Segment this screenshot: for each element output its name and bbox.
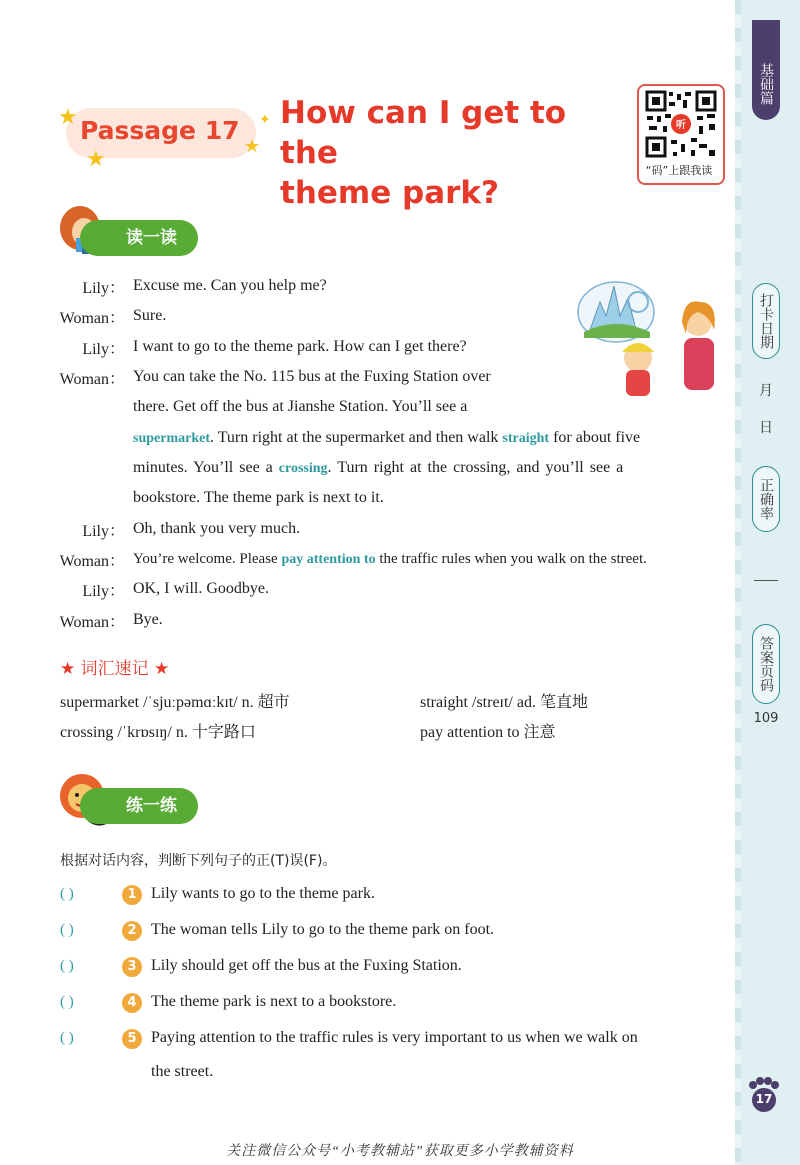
question-text: Paying attention to the traffic rules is very important to us when we walk on [151,1029,638,1046]
page-number-badge [746,1076,782,1112]
star-icon: ★ [86,146,106,171]
line-text: the traffic rules when you walk on the street. [375,551,647,567]
vocab-item: straight /streɪt/ ad. 笔直地 [420,694,588,711]
dialogue-line [133,427,640,450]
exercise-instruction: 根据对话内容，判断下列句子的正(T)误(F)。 [60,853,337,869]
section-banner-practice [80,788,198,824]
dialogue-line: OK, I will. Goodbye. [133,580,269,597]
month-label: 月 [759,383,773,399]
footer-note: 关注微信公众号“小考教辅站”获取更多小学教辅资料 [226,1144,574,1159]
keyword-straight: straight [502,431,550,446]
speaker-label: Lily： [82,523,125,540]
question-number-badge: 1 [122,885,142,905]
dialogue-line: bookstore. The theme park is next to it. [133,489,384,506]
question-number-badge: 5 [122,1029,142,1049]
star-icon: ★ [58,104,78,129]
line-text: for about five [549,429,641,446]
speaker-label: Woman： [59,310,125,327]
title-line-2: theme park? [280,175,500,211]
day-label: 日 [759,420,773,436]
dialogue-line: Excuse me. Can you help me? [133,277,327,294]
dialogue-line: Oh, thank you very much. [133,520,301,537]
question-text: The woman tells Lily to go to the theme park on foot. [151,921,495,938]
checkin-date-label: 打卡日期 [752,283,780,359]
answer-blank[interactable]: ( ) [60,886,74,902]
speaker-label: Lily： [82,583,125,600]
dialogue-line: there. Get off the bus at Jianshe Station. You’ll see a [133,398,468,415]
dialogue-line: Sure. [133,307,167,324]
keyword-crossing: crossing [278,461,328,476]
dialogue-line [133,548,647,571]
question-number-badge: 2 [122,921,142,941]
section-label-read: 读一读 [126,228,177,248]
question-text: Lily wants to go to the theme park. [151,885,375,902]
answer-blank[interactable]: ( ) [60,958,74,974]
passage-label: Passage 17 [80,116,240,145]
vocab-heading: ★ 词汇速记 ★ [60,659,170,679]
answer-page-number: 109 [753,711,779,726]
page-title [280,93,630,213]
illustration-girl-and-woman [576,272,724,404]
listen-tag: 听 [676,120,686,131]
question-text: Lily should get off the bus at the Fuxing Station. [151,957,462,974]
speaker-label: Woman： [59,371,125,388]
question-text-continued: the street. [151,1063,214,1080]
speaker-label: Lily： [82,341,125,358]
answer-page-label: 答案页码 [752,624,780,704]
keyword-pay-attention-to: pay attention to [281,552,376,567]
sparkle-icon: ✦ [259,113,271,128]
vocab-item: pay attention to 注意 [420,724,556,741]
answer-blank[interactable]: ( ) [60,922,74,938]
dialogue-line [133,457,623,480]
line-text: minutes. You’ll see a [133,459,279,476]
line-text: . Turn right at the crossing, and you’ll see a [327,459,624,476]
keyword-supermarket: supermarket [133,431,210,446]
answer-blank[interactable]: ( ) [60,1030,74,1046]
star-icon: ★ [244,136,261,156]
qr-caption: “码”上跟我读 [645,164,713,177]
title-line-1: How can I get to the [280,95,567,171]
question-text: The theme park is next to a bookstore. [151,993,397,1010]
line-text: You’re welcome. Please [133,551,282,567]
speaker-label: Lily： [82,280,125,297]
dialogue-line: You can take the No. 115 bus at the Fuxing Station over [133,368,491,385]
speaker-label: Woman： [59,614,125,631]
side-tab-strip [735,0,800,1165]
answer-blank[interactable]: ( ) [60,994,74,1010]
accuracy-label: 正确率 [752,466,780,532]
line-text: . Turn right at the supermarket and then walk [210,429,503,446]
section-label-practice: 练一练 [126,796,177,816]
question-number-badge: 4 [122,993,142,1013]
dialogue-line: I want to go to the theme park. How can I get there? [133,338,467,355]
section-banner-read [80,220,198,256]
tab-basic-section[interactable]: 基础篇 [752,20,780,120]
vocab-item: crossing /ˈkrɒsɪŋ/ n. 十字路口 [60,724,256,741]
speaker-label: Woman： [59,553,125,570]
dialogue-line: Bye. [133,611,163,628]
accuracy-blank-line [754,580,778,581]
vocab-item: supermarket /ˈsjuːpəmɑːkɪt/ n. 超市 [60,694,290,711]
page-number: 17 [755,1092,773,1106]
question-number-badge: 3 [122,957,142,977]
